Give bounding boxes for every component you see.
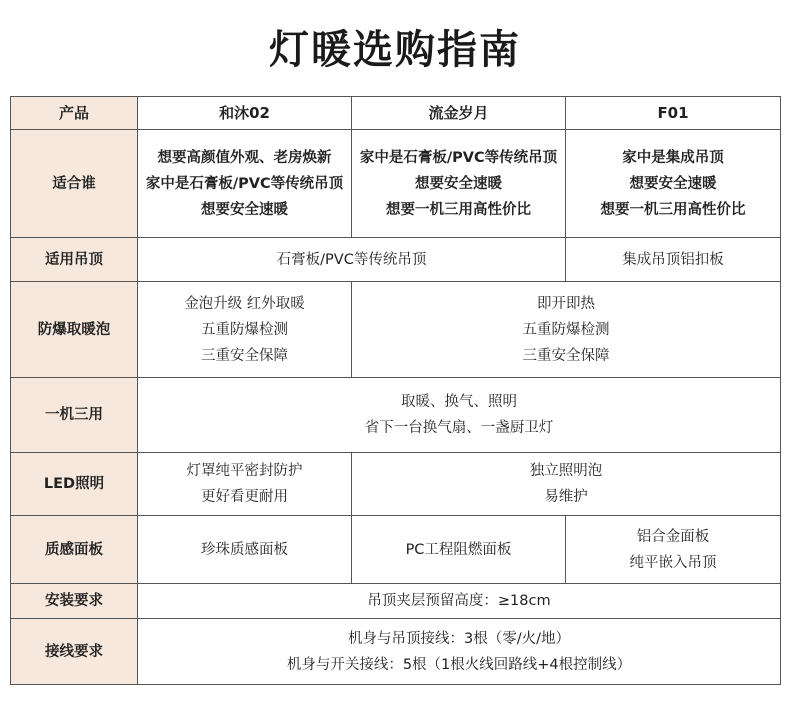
cell-line: 想要安全速暖 [415,175,502,192]
row-label-wiring: 接线要求 [11,619,138,685]
header-label: 产品 [11,97,138,130]
row-label-threeinone: 一机三用 [11,378,138,453]
table-row-heating [11,282,781,378]
table-header-row [11,97,781,130]
page-title: 灯暖选购指南 [269,27,521,73]
table-row-panel [11,516,781,584]
cell-heating-p1 [138,282,352,378]
row-label-install: 安装要求 [11,584,138,619]
table-row-threeinone [11,378,781,453]
cell-line: 纯平嵌入吊顶 [629,554,717,571]
cell-threeinone-all [138,378,781,453]
cell-line: 想要一机三用高性价比 [600,201,746,218]
row-label-led: LED照明 [11,453,138,516]
cell-line: 家中是石膏板/PVC等传统吊顶 [359,149,558,166]
cell-line: 想要一机三用高性价比 [386,201,531,218]
cell-wiring-all [138,619,781,685]
cell-line: 灯罩纯平密封防护 [186,463,303,479]
cell-suitable-p2 [352,130,566,238]
cell-install-all: 吊顶夹层预留高度：≥18cm [138,584,781,619]
cell-line: 机身与吊顶接线：3根（零/火/地） [348,630,570,647]
cell-heating-p23 [352,282,781,378]
cell-suitable-p3 [566,130,781,238]
row-label-panel: 质感面板 [11,516,138,584]
comparison-table [10,96,781,685]
row-label-suitable: 适合谁 [11,130,138,238]
cell-ceiling-p3: 集成吊顶铝扣板 [566,238,781,282]
cell-line: 五重防爆检测 [522,321,610,338]
cell-line: 五重防爆检测 [201,321,288,338]
table-row-install [11,584,781,619]
cell-suitable-p1 [138,130,352,238]
cell-line: 三重安全保障 [201,347,288,364]
cell-line: 铝合金面板 [636,528,710,545]
cell-line: 家中是石膏板/PVC等传统吊顶 [145,175,344,192]
table-row-ceiling [11,238,781,282]
table-row-suitable [11,130,781,238]
cell-line: 想要高颜值外观、老房焕新 [157,149,332,166]
cell-panel-p1: 珍珠质感面板 [138,516,352,584]
row-label-ceiling: 适用吊顶 [11,238,138,282]
cell-line: 取暖、换气、照明 [401,394,517,410]
cell-line: 更好看更耐用 [201,489,288,505]
cell-line: 家中是集成吊顶 [622,149,724,166]
row-label-heating: 防爆取暖泡 [11,282,138,378]
cell-line: 机身与开关接线：5根（1根火线回路线+4根控制线） [286,656,632,673]
cell-led-p1 [138,453,352,516]
cell-ceiling-p12: 石膏板/PVC等传统吊顶 [138,238,566,282]
cell-line: 想要安全速暖 [201,201,288,218]
product-name-1: 和沐02 [138,97,352,130]
cell-line: 三重安全保障 [522,347,610,364]
table-row-wiring [11,619,781,685]
cell-line: 省下一台换气扇、一盏厨卫灯 [364,420,554,436]
cell-line: 独立照明泡 [529,463,603,479]
product-name-2: 流金岁月 [352,97,566,130]
cell-panel-p2: PC工程阻燃面板 [352,516,566,584]
cell-led-p23 [352,453,781,516]
cell-line: 想要安全速暖 [629,175,717,192]
cell-line: 即开即热 [537,295,595,312]
cell-line: 金泡升级 红外取暖 [184,295,305,312]
cell-panel-p3 [566,516,781,584]
table-row-led [11,453,781,516]
cell-line: 易维护 [544,489,588,505]
product-name-3: F01 [566,97,781,130]
